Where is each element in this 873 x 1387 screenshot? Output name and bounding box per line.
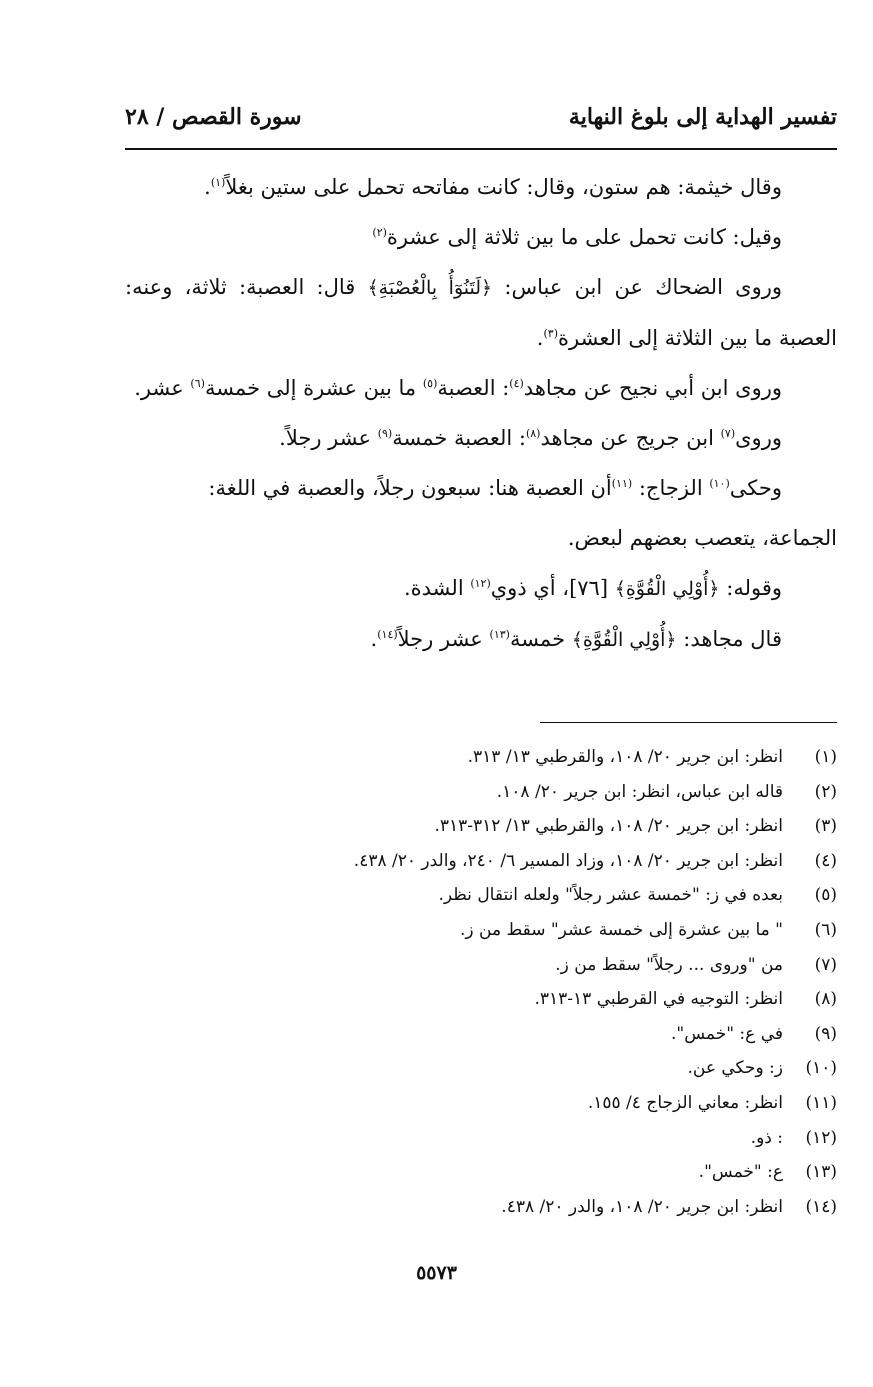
footnote-text: في ع: "خمس". xyxy=(670,1023,783,1044)
footnote-text: انظر: ابن جرير ٢٠/ ١٠٨، والقرطبي ١٣/ ٣١٢-٣١٣. xyxy=(434,816,783,837)
footnote-ref: (٣) xyxy=(543,327,558,340)
paragraph-text: ابن جريج عن مجاهد xyxy=(540,426,721,450)
main-text xyxy=(125,162,837,665)
footnote-text: انظر: ابن جرير ٢٠/ ١٠٨، والقرطبي ١٣/ ٣١٣. xyxy=(467,747,783,767)
paragraph-text: الشدة. xyxy=(403,576,471,600)
paragraph-text: وقيل: كانت تحمل على ما بين ثلاثة إلى عشرة xyxy=(386,225,782,249)
paragraph-text: عشر رجلاً. xyxy=(279,426,378,450)
paragraph-text: قال مجاهد: xyxy=(676,627,782,651)
paragraph-text: الزجاج: xyxy=(632,476,710,500)
surah-reference: سورة القصص / ٢٨ xyxy=(125,104,302,130)
paragraph-1 xyxy=(125,162,837,212)
paragraph-5 xyxy=(125,413,837,463)
footnote-text: ع: "خمس". xyxy=(698,1162,783,1183)
footnote-number: (١٤) xyxy=(805,1196,837,1217)
footnote-item xyxy=(125,1051,837,1086)
paragraph-text: وروى xyxy=(735,426,782,450)
footnote-text: بعده في ز: "خمسة عشر رجلاً" ولعله انتقال نظر. xyxy=(438,885,783,906)
punctuation: . xyxy=(536,326,544,350)
footnote-number: (٤) xyxy=(814,850,837,871)
quran-quote: ﴿أُوْلِي الْقُوَّةِ﴾ xyxy=(614,578,720,600)
footnote-text: ز: وحكي عن. xyxy=(687,1058,783,1079)
footnote-ref: (٦) xyxy=(190,377,205,390)
book-title: تفسير الهداية إلى بلوغ النهاية xyxy=(568,104,837,130)
footnote-item xyxy=(125,1017,837,1052)
footnote-number: (٢) xyxy=(814,781,837,802)
footnote-ref: (٨) xyxy=(525,427,541,440)
footnote-ref: (٢) xyxy=(372,226,387,239)
paragraph-text: أن العصبة هنا: سبعون رجلاً، والعصبة في اللغة: xyxy=(208,476,612,500)
paragraph-text: وقوله: xyxy=(719,576,782,600)
punctuation: . xyxy=(204,175,211,199)
footnote-divider xyxy=(540,722,837,723)
footnote-ref: (٥) xyxy=(422,377,438,390)
footnote-item xyxy=(125,982,837,1017)
page-number: ٥٥٧٣ xyxy=(416,1262,457,1284)
footnote-item xyxy=(125,844,837,879)
quran-quote: ﴿لَتَنُوٓأُ بِالْعُصْبَةِ﴾ xyxy=(367,277,493,299)
footnote-ref: (١٢) xyxy=(470,577,491,590)
paragraph-text: عشر رجلاً xyxy=(397,627,490,651)
footnote-text: انظر: ابن جرير ٢٠/ ١٠٨، وزاد المسير ٦/ ٢٤٠، والدر ٢٠/ ٤٣٨. xyxy=(353,850,783,871)
paragraph-text: : العصبة xyxy=(437,376,510,400)
paragraph-text: وحكى xyxy=(729,476,782,500)
paragraph-2 xyxy=(125,212,837,262)
footnote-number: (١) xyxy=(814,747,837,767)
paragraph-text: خمسة xyxy=(509,627,572,651)
paragraph-6 xyxy=(125,463,837,513)
footnote-item xyxy=(125,948,837,983)
footnote-item xyxy=(125,1155,837,1190)
paragraph-text: [٧٦]، أي ذوي xyxy=(490,576,615,600)
running-header xyxy=(125,96,837,138)
quran-quote: ﴿أُوْلِي الْقُوَّةِ﴾ xyxy=(571,629,677,651)
footnote-item xyxy=(125,1086,837,1121)
footnote-number: (٥) xyxy=(814,885,837,906)
footnote-item xyxy=(125,809,837,844)
footnotes xyxy=(125,740,837,1224)
footnote-item xyxy=(125,913,837,948)
footnote-ref: (١) xyxy=(210,176,226,189)
paragraph-text: : العصبة خمسة xyxy=(392,426,526,450)
footnote-ref: (١١) xyxy=(611,477,633,490)
footnote-item xyxy=(125,1190,837,1225)
footnote-text: : ذو. xyxy=(750,1127,783,1148)
footnote-item xyxy=(125,740,837,775)
paragraph-text: قال: العصبة: ثلاثة، وعنه: العصبة ما بين الثلاثة إلى العشرة xyxy=(125,275,837,350)
footnote-ref: (١٠) xyxy=(709,477,730,490)
paragraph-7 xyxy=(125,563,837,614)
punctuation: . xyxy=(370,627,378,651)
footnote-number: (٩) xyxy=(814,1023,837,1044)
footnote-ref: (١٣) xyxy=(489,628,510,641)
footnote-text: قاله ابن عباس، انظر: ابن جرير ٢٠/ ١٠٨. xyxy=(496,781,783,802)
paragraph-8 xyxy=(125,614,837,665)
footnote-ref: (٤) xyxy=(509,377,524,390)
footnote-ref: (٧) xyxy=(720,427,736,440)
footnote-text: انظر: معاني الزجاج ٤/ ١٥٥. xyxy=(587,1092,783,1113)
footnote-text: " ما بين عشرة إلى خمسة عشر" سقط من ز. xyxy=(460,919,783,940)
footnote-item xyxy=(125,1121,837,1156)
footnote-item xyxy=(125,775,837,810)
paragraph-text: وقال خيثمة: هم ستون، وقال: كانت مفاتحه تحمل على ستين بغلاً xyxy=(225,175,782,199)
paragraph-text: وروى الضحاك عن ابن عباس: xyxy=(492,275,782,299)
paragraph-text: ما بين عشرة إلى خمسة xyxy=(204,376,423,400)
paragraph-text: عشر. xyxy=(134,376,191,400)
footnote-number: (١٢) xyxy=(805,1127,837,1148)
footnote-ref: (٩) xyxy=(377,427,393,440)
footnote-number: (٣) xyxy=(814,816,837,837)
paragraph-4 xyxy=(125,363,837,413)
footnote-item xyxy=(125,878,837,913)
paragraph-6-continuation: الجماعة، يتعصب بعضهم لبعض. xyxy=(567,526,837,550)
footnote-number: (١١) xyxy=(805,1092,837,1113)
paragraph-3 xyxy=(125,262,837,363)
paragraph-text: وروى ابن أبي نجيح عن مجاهد xyxy=(523,376,782,400)
footnote-ref: (١٤) xyxy=(377,628,398,641)
footnote-number: (٧) xyxy=(814,954,837,975)
footnote-text: من "وروى ... رجلاً" سقط من ز. xyxy=(555,954,783,975)
footnote-number: (١٣) xyxy=(805,1162,837,1183)
footnote-number: (٨) xyxy=(814,989,837,1010)
header-divider xyxy=(125,148,837,150)
footnote-number: (٦) xyxy=(814,919,837,940)
footnote-number: (١٠) xyxy=(805,1058,837,1079)
footnote-text: انظر: التوجيه في القرطبي ١٣-٣١٣. xyxy=(534,989,783,1010)
footnote-text: انظر: ابن جرير ٢٠/ ١٠٨، والدر ٢٠/ ٤٣٨. xyxy=(501,1196,783,1217)
